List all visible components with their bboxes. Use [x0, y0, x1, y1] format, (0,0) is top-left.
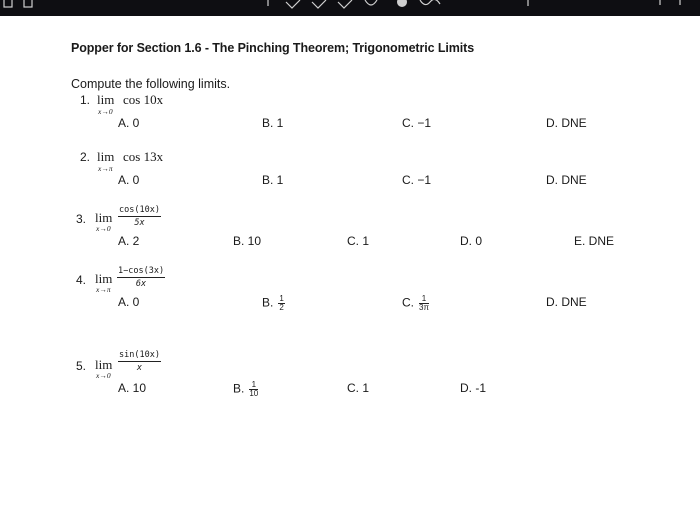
choice-d[interactable]: D. DNE — [546, 173, 587, 187]
choice-d[interactable]: D. 0 — [460, 234, 483, 248]
choice-e[interactable]: E. DNE — [574, 234, 615, 248]
denominator: 3π — [419, 303, 429, 312]
problem-number: 5. — [76, 359, 87, 373]
lim-operator: lim — [95, 271, 113, 286]
lim-subscript: x→0 — [96, 224, 111, 233]
problem-number: 4. — [76, 273, 87, 287]
choice-a[interactable]: A. 10 — [118, 381, 147, 395]
lim-operator: lim — [95, 210, 113, 225]
denominator: x — [136, 363, 143, 373]
numerator: 1 — [419, 295, 429, 304]
numerator: 1 — [279, 294, 284, 303]
problem-number: 1. — [80, 93, 91, 107]
limit-fraction — [118, 205, 161, 228]
denominator: 6x — [135, 279, 147, 289]
fraction-value — [249, 381, 258, 398]
limit-fraction — [117, 266, 165, 289]
choice-c[interactable]: C. 1 — [347, 381, 370, 395]
choice-c[interactable]: C. −1 — [402, 173, 432, 187]
choice-letter: C. — [402, 295, 414, 310]
toolbar-strip — [0, 0, 700, 16]
fraction-value — [419, 295, 429, 312]
page-title: Popper for Section 1.6 - The Pinching Theorem; Trigonometric Limits — [71, 41, 475, 55]
choice-a[interactable]: A. 0 — [118, 116, 140, 130]
numerator: 1 — [249, 381, 258, 390]
choice-b[interactable] — [233, 381, 258, 398]
limit-fraction — [118, 350, 161, 373]
lim-operator: lim — [97, 149, 115, 164]
lim-subscript: x→π — [96, 285, 111, 294]
lim-subscript: x→0 — [98, 107, 113, 116]
choice-c[interactable] — [402, 295, 429, 312]
denominator: 5x — [134, 218, 145, 228]
choice-c[interactable]: C. −1 — [402, 116, 432, 130]
instructions: Compute the following limits. — [71, 77, 231, 91]
choice-letter: B. — [262, 295, 274, 310]
choice-b[interactable]: B. 10 — [233, 234, 262, 248]
fraction-value — [278, 295, 284, 312]
lim-operator: lim — [95, 357, 113, 372]
choice-a[interactable]: A. 2 — [118, 234, 140, 248]
choice-a[interactable]: A. 0 — [118, 173, 140, 187]
problem-number: 3. — [76, 212, 87, 226]
choice-b[interactable]: B. 1 — [262, 116, 284, 130]
choice-a[interactable]: A. 0 — [118, 295, 140, 309]
choice-letter: B. — [233, 381, 245, 396]
lim-subscript: x→0 — [96, 371, 111, 380]
choice-b[interactable] — [262, 295, 285, 312]
choice-d[interactable]: D. DNE — [546, 116, 587, 130]
problem-number: 2. — [80, 150, 91, 164]
choice-b[interactable]: B. 1 — [262, 173, 284, 187]
numerator: cos(10x) — [119, 205, 160, 215]
choice-d[interactable]: D. DNE — [546, 295, 587, 309]
limit-expression: cos 10x — [123, 92, 164, 107]
numerator: 1−cos(3x) — [118, 266, 165, 276]
choice-c[interactable]: C. 1 — [347, 234, 370, 248]
lim-operator: lim — [97, 92, 115, 107]
choice-d[interactable]: D. -1 — [460, 381, 487, 395]
limit-expression: cos 13x — [123, 149, 164, 164]
denominator: 10 — [249, 389, 259, 398]
denominator: 2 — [279, 303, 284, 312]
numerator: sin(10x) — [119, 350, 160, 360]
lim-subscript: x→π — [98, 164, 113, 173]
